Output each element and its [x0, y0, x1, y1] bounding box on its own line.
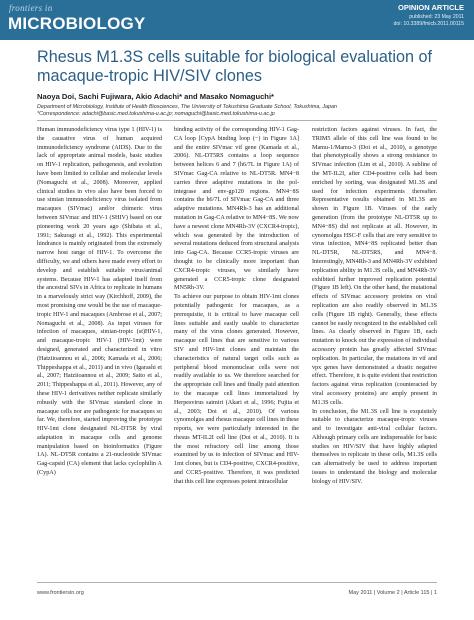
author-list: Naoya Doi, Sachi Fujiwara, Akio Adachi* and Masako Nomaguchi* [37, 92, 275, 101]
header-divider [37, 120, 437, 121]
text-column-middle [174, 126, 299, 487]
text-column-right [312, 126, 437, 487]
body-paragraph: Human immunodeficiency virus type 1 (HIV-1) is the causative virus of human acquired immunodeficiency syndrome (AIDS). Due to the lack of appropriate animal models, basic studies on HIV-1 replication, pathogenesis, and evolution have been limited to cellular and molecular levels (Nomaguchi et al., 2008). Moreover, applied clinical studies in vivo also have been forced to use simian immunodeficiency virus isolated from macaques (SIVmac) and/or chimeric virus between SIVmac and HIV-1 (SHIV) based on our pioneering work 20 years ago (Shibata et al., 1991; Sakuragi et al., 1992). This experimental hindrance is mainly originated from the extremely narrow host range of HIV-1. To overcome the difficulty, we and others have made every effort to develop and establish suitable virus/animal systems. Because HIV-1 has adapted itself from the ancestral SIVs in Africa to replicate in humans in a marvelously strict way (Kirchhoff, 2009), the most promising one would be the use of macaque-tropic HIV-1 and macaques (Ambrose et al., 2007; Nomaguchi et al., 2008). As input viruses for infection of macaques, simian-tropic (st)HIV-1, and macaque-tropic HIV-1 (HIV-1mt) were designed, generated and characterized in vitro (Hatziioannou et al., 2006; Kamada et al., 2006; Thippeshappa et al., 2011) and in vivo (Igarashi et al., 2007; Hatziioannou et al., 2009; Saito et al., 2011; Thippeshappa et al., 2011). However, any of these HIV-1 derivatives neither replicate similarly robustly with the SIVmac standard clone in macaque cells nor are pathogenic for macaques so far. We, therefore, started improving the prototype HIV-1mt clone designated NL-DT5R by viral adaptation in macaque cells and genome manipulation based on bioinformatics (Figure 1A). NL-DT5R contains a 21-nucleotide SIVmac Gag-capsid (CA) element that lacks cyclophilin A (CypA) [37, 127, 162, 477]
doi-text[interactable]: doi: 10.3389/fmicb.2011.00115 [393, 21, 464, 27]
text-column-left [37, 126, 162, 478]
article-type-label: OPINION ARTICLE [398, 3, 464, 12]
footer-website[interactable]: www.frontiersin.org [37, 590, 84, 596]
article-title: Rhesus M1.3S cells suitable for biological evaluation of macaque-tropic HIV/SIV clones [37, 48, 433, 85]
body-paragraph: restriction factors against viruses. In fact, the TRIM5 allele of this cell line was found to be Mamu-1/Mamu-3 (Doi et al., 2010), a genotype that phenotypically shows a strong resistance to SIVmac infection (Lim et al., 2010). A subline of the MT-IL2I, after CD4-positive cells had been enriched by sorting, was designated M1.3S and used for infection experiments thereafter. Representative results obtained in M1.3S are shown in Figure 1B. Viruses of the early generation (from the prototype NL-DT5R up to MN4−8S) did not replicate at all. However, in cynomolgus HSC-F cells that are very sensitive to virus infection, MN4−8S replicated better than NL-DT5R, NL-DT5RS, and MN4−8. Interestingly, MN4Rh-3 and MN4Rh-3V exhibited replication ability in M1.3S cells, and MN4Rh-3V exhibited further improved replication potential (Figure 1B left). On the other hand, the mutational effects of SIVmac accessory proteins on viral replication are also readily observed in M1.3S cells (Figure 1B right). Generally, these effects cannot be easily recognized in the established cell lines. As clearly observed in Figure 1B, each mutation to knock out the expression of individual accessory protein has greatly affected SIVmac replication. In particular, the mutations in vif and vpx genes have demonstrated a drastic negative effect. Therefore, it is quite evident that restriction factors against virus replication (counteracted by viral accessory proteins) are amply present in M1.3S cells. In conclusion, the M1.3S cell line is exquisitely suitable to characterize macaque-tropic viruses and to investigate anti-viral cellular factors. Although primary cells are indispensable for basic studies on HIV/SIV that have highly adapted themselves to replicate in these cells, M1.3S cells can alternatively be used to address important issues to understand the biology and molecular biology of HIV/SIV. [312, 127, 437, 485]
journal-header [0, 0, 474, 40]
published-date: published: 23 May 2011 [409, 14, 464, 20]
body-paragraph: binding activity of the corresponding HIV-1 Gag-CA loop [CypA binding loop (−) in Figure 1A] and the entire SIVmac vif gene (Kamada et al., 2006). NL-DT5RS contains a loop sequence between helices 6 and 7 (h6/7L in Figure 1A) of SIVmac Gag-CA relative to NL-DT5R. MN4−8 carries three adaptive mutations in the pol-integrase and env-gp120 regions. MN4−8S contains the h6/7L of SIVmac Gag-CA and three adaptive mutations. MN4Rh-3 has an additional mutation in Gag-CA relative to MN4−8S. We now have a newest clone MN4Rh-3V (CXCR4-tropic), which was generated by the introduction of several mutations deduced from structural analysis into Gag-CA. Because CCR5-tropic viruses are thought to be clinically more important than CXCR4-tropic viruses, we similarly have generated a CCR5-tropic clone designated MN5Rh-3V. To achieve our purpose to obtain HIV-1mt clones potentially pathogenic for macaques, as a prerequisite, it is critical to have macaque cell lines suitable and easily usable to characterize many of the virus clones generated. However, macaque cell lines that are sensitive to various SIV and HIV-1mt clones and maintain the characteristics of natural target cells such as peripheral blood mononuclear cells were not readily available to us. We therefore searched for the appropriate cell lines and finally paid attention to the macaque cell lines immortalized by Herpesvirus saimiri (Akari et al., 1996; Fujita et al., 2003; Doi et al., 2010). Of various cynomolgus and rhesus macaque cell lines in these reports, we were particularly interested in the rhesus MT-IL2I cell line (Doi et al., 2010). It is the most refractory cell line among those examined by us to infection of SIVmac and HIV-1mt clones, but is CD4-positive, CXCR4-positive, and CCR5-positive. Therefore, it was predicted that this cell line expresses potent intracellular [174, 127, 299, 485]
footer-citation: May 2011 | Volume 2 | Article 115 | 1 [348, 590, 437, 596]
footer-divider [37, 582, 437, 583]
correspondence-line[interactable]: *Correspondence: adachi@basic.med.tokushima-u.ac.jp; nomaguchi@basic.med.tokushima-u.ac.jp [37, 111, 275, 117]
journal-logo: MICROBIOLOGY [8, 14, 146, 33]
author-affiliation: Department of Microbiology, Institute of Health Biosciences, The University of Tokushima Graduate School, Tokushima, Japan [37, 104, 338, 110]
journal-logo-prefix: frontiers in [9, 3, 53, 13]
